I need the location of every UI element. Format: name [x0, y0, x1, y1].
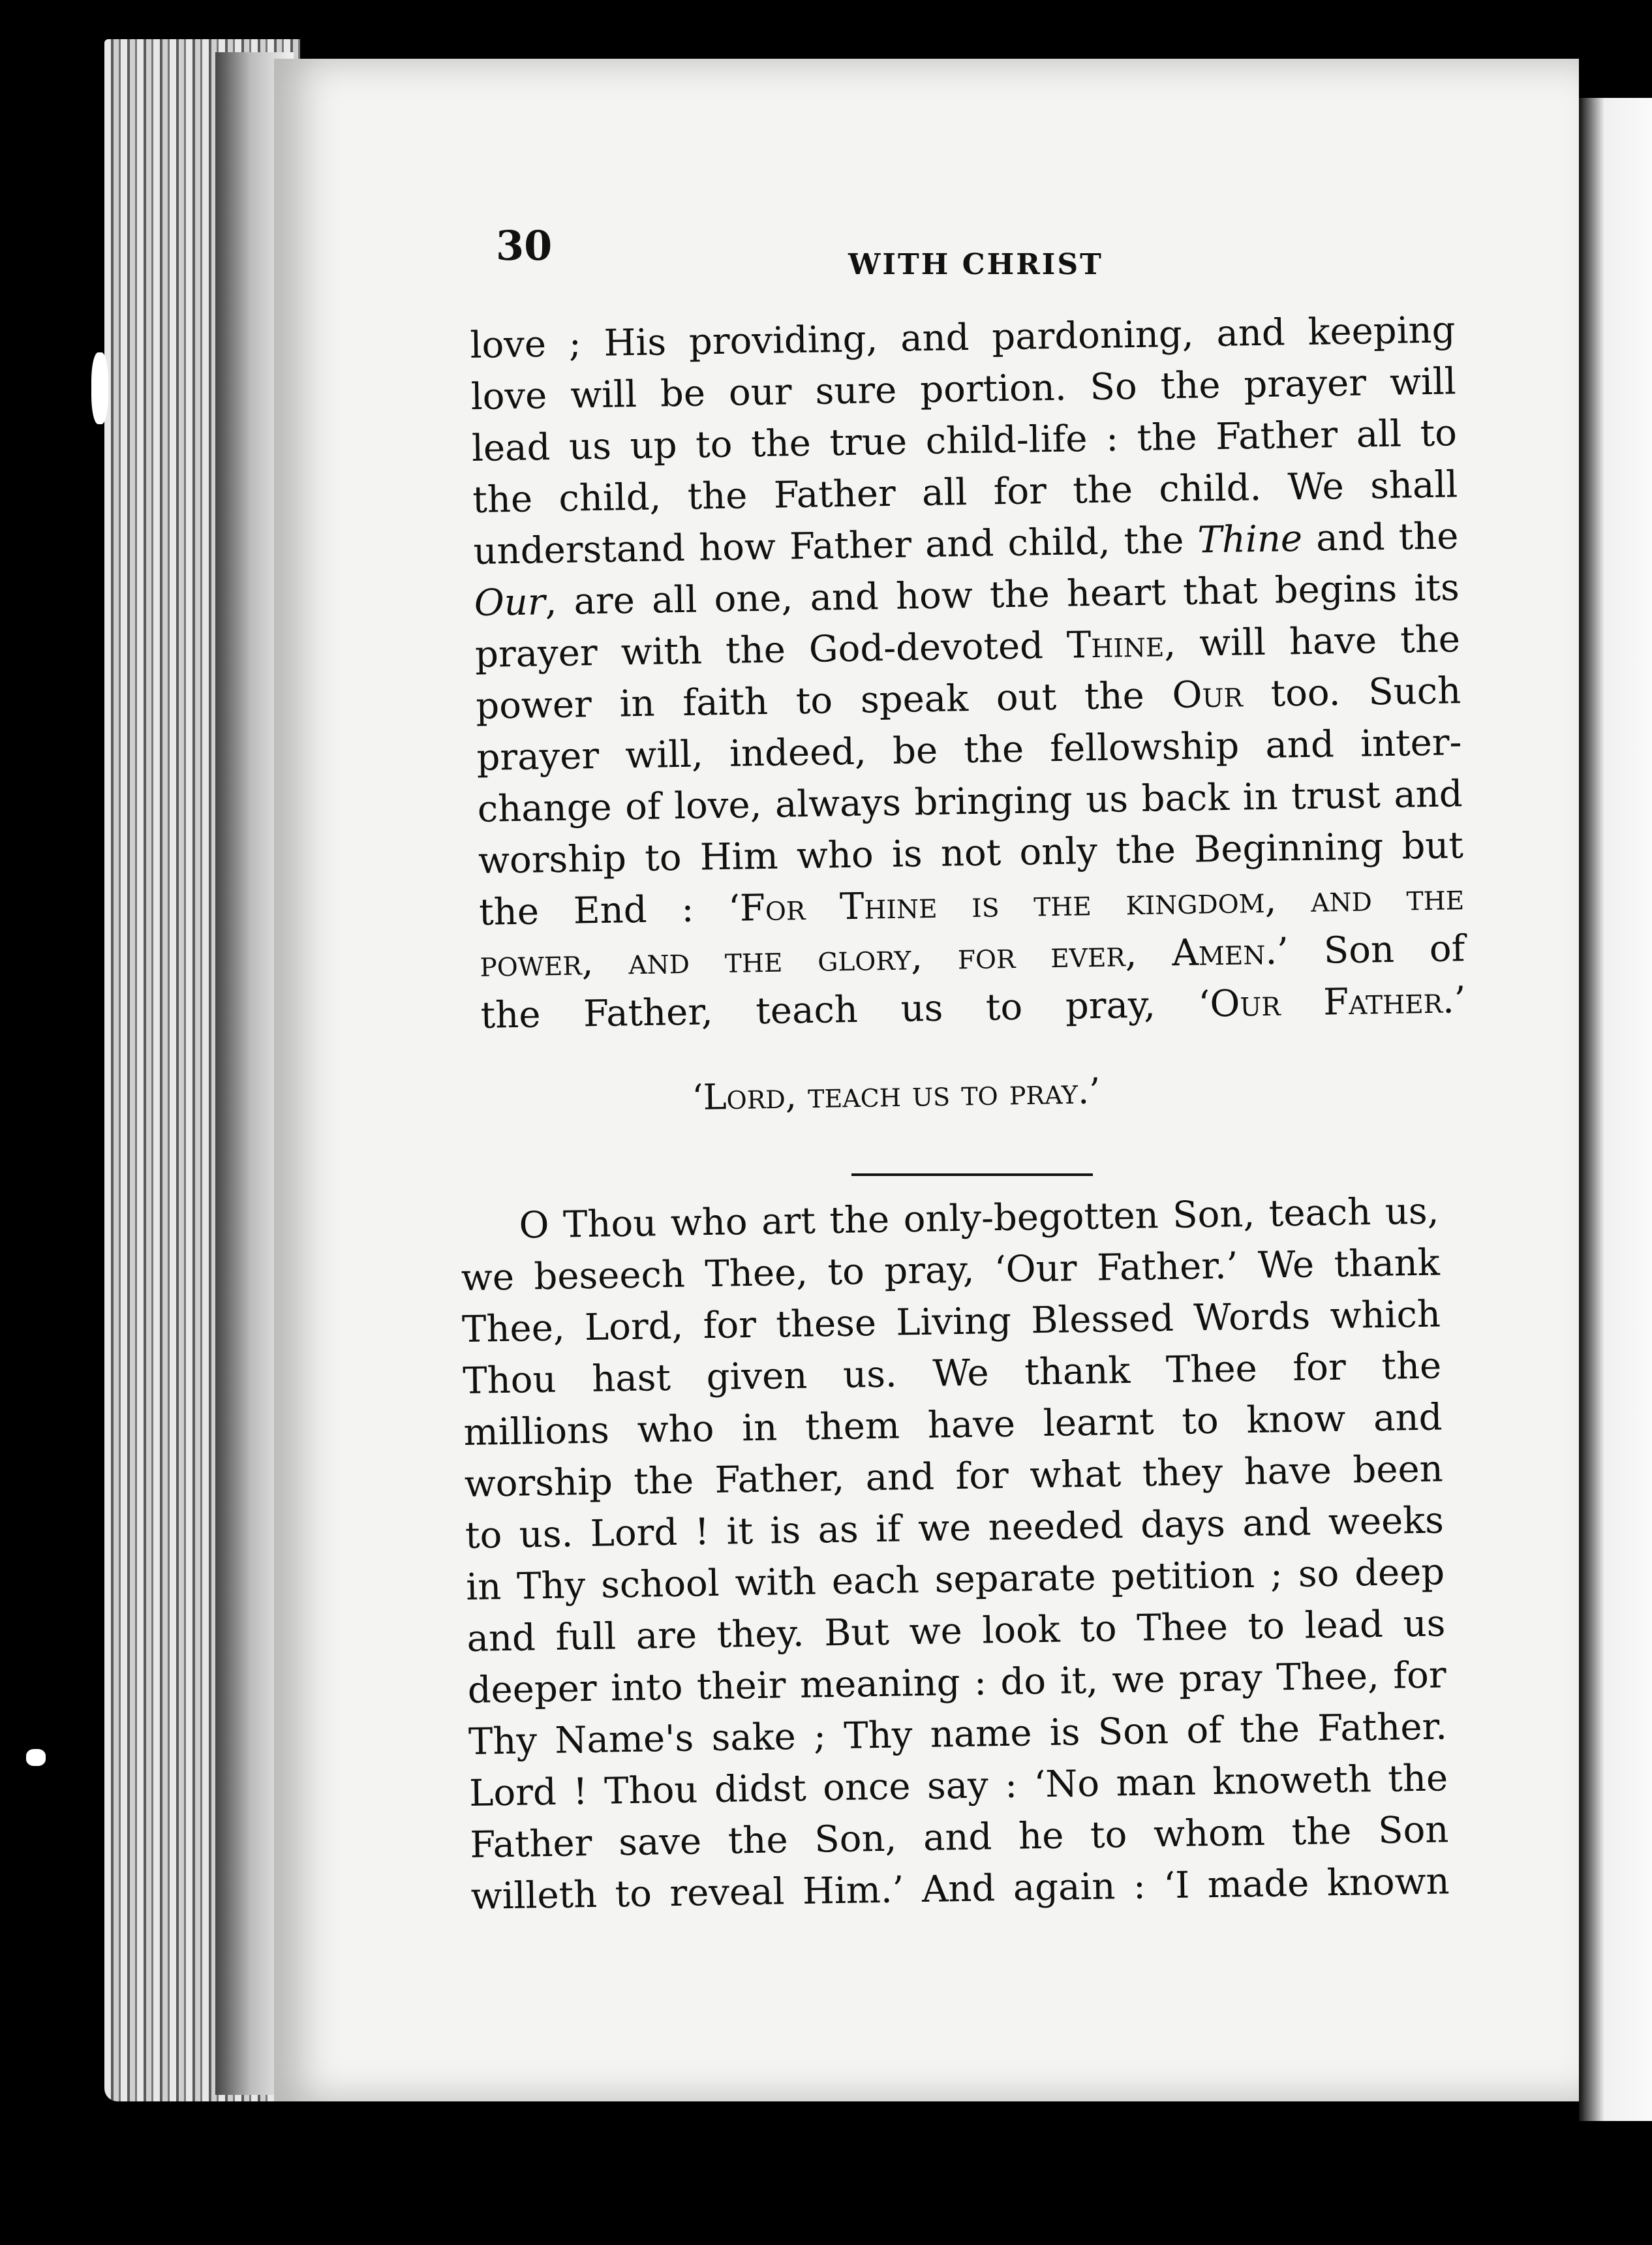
- text-line: prayer with the God-devoted Thine, will have the: [474, 618, 1461, 676]
- text-line: the End : ‘For Thine is the kingdom, and the: [478, 876, 1465, 934]
- text-line: worship to Him who is not only the Beginning but: [478, 824, 1464, 882]
- page-number: 30: [496, 222, 553, 270]
- facing-page-edge: [1579, 98, 1652, 2121]
- text-line: willeth to reveal Him.’ And again : ‘I made known: [470, 1860, 1450, 1918]
- text-line: love ; His providing, and pardoning, and keeping: [470, 309, 1456, 367]
- section-caption: ‘Lord, teach us to pray.’: [692, 1070, 1101, 1118]
- text-line: we beseech Thee, to pray, ‘Our Father.’ We thank: [461, 1241, 1441, 1299]
- divider-rule: [851, 1173, 1093, 1176]
- text-line: Thou hast given us. We thank Thee for the: [462, 1344, 1442, 1402]
- text-line: Thy Name's sake ; Thy name is Son of the Father.: [468, 1705, 1448, 1763]
- text-line: lead us up to the true child-life : the Father all to: [471, 412, 1458, 470]
- text-line: the child, the Father all for the child. We shall: [472, 463, 1458, 521]
- text-line: power in faith to speak out the Our too. Such: [475, 670, 1461, 728]
- text-line: deeper into their meaning : do it, we pray Thee, for: [467, 1654, 1447, 1712]
- text-line: to us. Lord ! it is as if we needed days and weeks: [465, 1499, 1445, 1557]
- running-head: WITH CHRIST: [848, 248, 1103, 281]
- text-line: O Thou who art the only-begotten Son, teach us,: [519, 1190, 1439, 1247]
- text-line: worship the Father, and for what they have been: [464, 1448, 1444, 1506]
- text-line: change of love, always bringing us back in trust and: [477, 773, 1463, 831]
- text-line: in Thy school with each separate petition ; so deep: [465, 1551, 1445, 1609]
- text-line: prayer will, indeed, be the fellowship and inter-: [476, 721, 1462, 779]
- paragraph-2: [460, 1185, 1450, 1922]
- paragraph-1: [470, 304, 1466, 1042]
- text-line: Thee, Lord, for these Living Blessed Words which: [461, 1293, 1441, 1351]
- text-line: Lord ! Thou didst once say : ‘No man knoweth the: [468, 1757, 1448, 1815]
- text-line: understand how Father and child, the Thine and the: [473, 515, 1459, 573]
- text-line: power, and the glory, for ever, Amen.’ Son of: [480, 927, 1465, 985]
- text-line: Father save the Son, and he to whom the Son: [470, 1808, 1449, 1866]
- text-line: Our, are all one, and how the heart that begins its: [474, 566, 1460, 625]
- text-line: and full are they. But we look to Thee to lead us: [467, 1602, 1446, 1660]
- scan-speck: [91, 352, 108, 424]
- text-line: love will be our sure portion. So the prayer will: [470, 360, 1457, 418]
- text-line: millions who in them have learnt to know and: [463, 1396, 1443, 1454]
- scan-speck: [26, 1749, 46, 1766]
- text-line: the Father, teach us to pray, ‘Our Father.’: [480, 979, 1467, 1037]
